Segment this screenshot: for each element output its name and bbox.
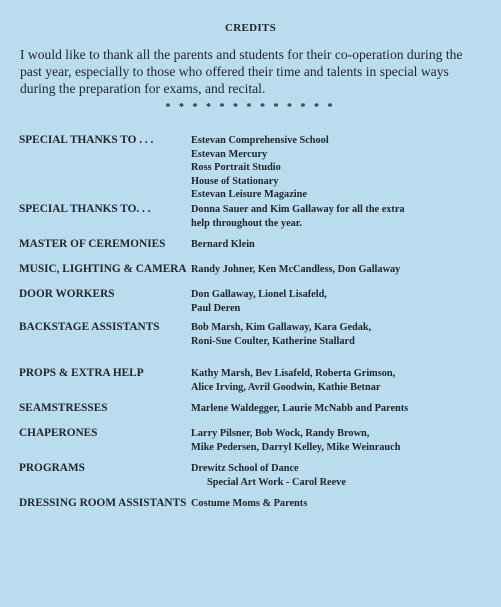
credit-name: Roni-Sue Coulter, Katherine Stallard (191, 335, 355, 347)
credit-role: SPECIAL THANKS TO. . . (19, 203, 151, 215)
credit-role: DRESSING ROOM ASSISTANTS (19, 497, 187, 509)
credit-role: DOOR WORKERS (19, 288, 115, 300)
credit-name: help throughout the year. (191, 217, 302, 229)
credit-name: Costume Moms & Parents (191, 498, 308, 509)
credit-name: Ross Portrait Studio (191, 162, 281, 174)
star-divider: * * * * * * * * * * * * * (165, 102, 336, 113)
credit-name: Randy Johner, Ken McCandless, Don Gallaway (191, 264, 401, 275)
page-title: CREDITS (224, 22, 276, 34)
credit-role: PROPS & EXTRA HELP (19, 367, 144, 379)
credit-names (191, 321, 491, 348)
credit-role: MASTER OF CEREMONIES (19, 238, 166, 250)
credit-name: Bernard Klein (191, 239, 255, 250)
credit-role: PROGRAMS (19, 462, 85, 474)
credit-names (191, 402, 491, 416)
credit-name: Larry Pilsner, Bob Wock, Randy Brown, (191, 428, 370, 439)
credit-names (191, 462, 491, 489)
credit-role: SPECIAL THANKS TO . . . (19, 134, 154, 146)
credit-role: SEAMSTRESSES (19, 402, 108, 414)
credit-names (191, 263, 491, 277)
credit-names (191, 134, 491, 202)
credit-names (191, 238, 491, 252)
credit-name: Paul Deren (191, 302, 241, 314)
credit-name: Estevan Mercury (191, 148, 268, 160)
credit-name: Estevan Comprehensive School (191, 135, 329, 146)
credit-name: Don Gallaway, Lionel Lisafeld, (191, 289, 327, 300)
credit-names (191, 367, 491, 394)
credit-name: Mike Pedersen, Darryl Kelley, Mike Weinrauch (191, 441, 401, 453)
credit-role: BACKSTAGE ASSISTANTS (19, 321, 160, 333)
credit-names (191, 203, 491, 230)
credit-name: Estevan Leisure Magazine (191, 189, 307, 201)
credit-name: Marlene Waldegger, Laurie McNabb and Parents (191, 403, 409, 414)
credit-names (191, 427, 491, 454)
credit-names (191, 288, 491, 315)
intro-paragraph: I would like to thank all the parents and students for their co-operation during the past year, especially to those who offered their time and talents in special ways during the preparation for exams, and recital. (20, 47, 463, 96)
credit-name: Kathy Marsh, Bev Lisafeld, Roberta Grimson, (191, 368, 396, 379)
credit-name: Special Art Work - Carol Reeve (207, 476, 346, 488)
credit-name: Donna Sauer and Kim Gallaway for all the extra (191, 204, 405, 215)
credit-names (191, 497, 491, 511)
credit-name: Bob Marsh, Kim Gallaway, Kara Gedak, (191, 322, 372, 333)
credit-name: House of Stationary (191, 175, 279, 187)
credit-name: Alice Irving, Avril Goodwin, Kathie Betnar (191, 381, 381, 393)
credit-role: MUSIC, LIGHTING & CAMERA (19, 263, 187, 275)
credit-role: CHAPERONES (19, 427, 98, 439)
credit-name: Drewitz School of Dance (191, 463, 299, 474)
